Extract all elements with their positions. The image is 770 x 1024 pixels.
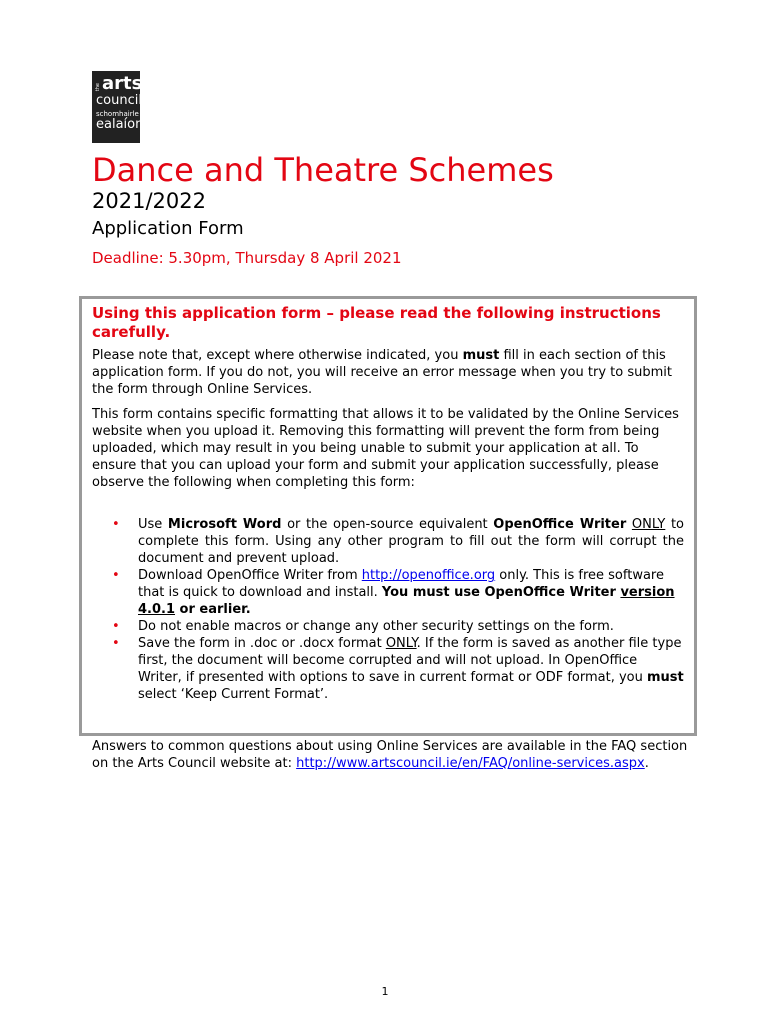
b1-text-g: to complete this form. Using any other program to fill out the form will corrupt the document and prevent upload. xyxy=(138,517,684,566)
list-item xyxy=(92,618,684,635)
logo-line-schomhairle: schomhairle xyxy=(96,110,139,118)
b1-text-a: Use xyxy=(138,517,168,532)
b2-must-use: You must use OpenOffice Writer xyxy=(381,585,621,600)
list-item xyxy=(92,516,684,567)
document-subtitle: Application Form xyxy=(92,218,244,239)
p1-text-a: Please note that, except where otherwise indicated, you xyxy=(92,348,463,363)
logo-line-arts: arts xyxy=(102,73,143,94)
faq-link[interactable]: http://www.artscouncil.ie/en/FAQ/online-services.aspx xyxy=(296,756,645,771)
faq-end: . xyxy=(644,756,649,771)
bullet-icon: • xyxy=(112,619,120,634)
bullet-icon: • xyxy=(112,636,120,651)
deadline-text: Deadline: 5.30pm, Thursday 8 April 2021 xyxy=(92,249,402,267)
list-item xyxy=(92,567,684,618)
b4-text-e: select ‘Keep Current Format’. xyxy=(138,687,329,702)
logo-line-ealaion: ealaíon xyxy=(96,117,144,132)
b4-only: ONLY xyxy=(385,636,417,651)
instructions-heading: Using this application form – please read the following instructions carefully. xyxy=(92,304,661,341)
b2-or-earlier: or earlier. xyxy=(175,602,251,617)
p1-must: must xyxy=(462,348,500,363)
b1-text-c: or the open-source equivalent xyxy=(281,517,494,532)
bullet-icon: • xyxy=(112,517,120,532)
document-year: 2021/2022 xyxy=(92,189,206,213)
b2-text-b: only. This is free software that is quick to download and install. xyxy=(138,568,664,600)
instructions-paragraph-2: This form contains specific formatting that allows it to be validated by the Online Services website when you upload it. Removing this formatting will prevent the form from being uploaded, which may result in you being unable to submit your application at all. To ensure that you can upload your form and submit your application successfully, please observe the following when completing this form: xyxy=(92,407,679,490)
instructions-paragraph-1 xyxy=(92,347,684,398)
b4-text-c: . If the form is saved as another file type first, the document will become corrupted and will not upload. In OpenOffice Writer, if presented with options to save in current format or ODF format, you xyxy=(138,636,682,685)
b1-openoffice-writer: OpenOffice Writer xyxy=(493,517,627,532)
list-item xyxy=(92,635,684,703)
bullet-icon: • xyxy=(112,568,120,583)
b2-version: version 4.0.1 xyxy=(138,585,675,617)
page-number: 1 xyxy=(381,985,389,998)
b1-microsoft-word: Microsoft Word xyxy=(167,517,282,532)
b4-must: must xyxy=(646,670,684,685)
document-title: Dance and Theatre Schemes xyxy=(92,151,554,189)
arts-council-logo xyxy=(92,71,144,143)
openoffice-link[interactable]: http://openoffice.org xyxy=(361,568,496,583)
b1-only: ONLY xyxy=(631,517,666,532)
logo-line-council: council xyxy=(96,93,142,108)
logo-the: the xyxy=(95,83,101,92)
b3-text: Do not enable macros or change any other security settings on the form. xyxy=(138,619,614,634)
b2-text-a: Download OpenOffice Writer from xyxy=(138,568,362,583)
faq-paragraph xyxy=(92,738,692,772)
faq-text: Answers to common questions about using Online Services are available in the FAQ section on the Arts Council website at: xyxy=(92,739,688,771)
instructions-list xyxy=(92,516,684,703)
p1-text-c: fill in each section of this application form. If you do not, you will receive an error message when you try to submit the form through Online Services. xyxy=(92,348,672,397)
b4-text-a: Save the form in .doc or .docx format xyxy=(138,636,386,651)
